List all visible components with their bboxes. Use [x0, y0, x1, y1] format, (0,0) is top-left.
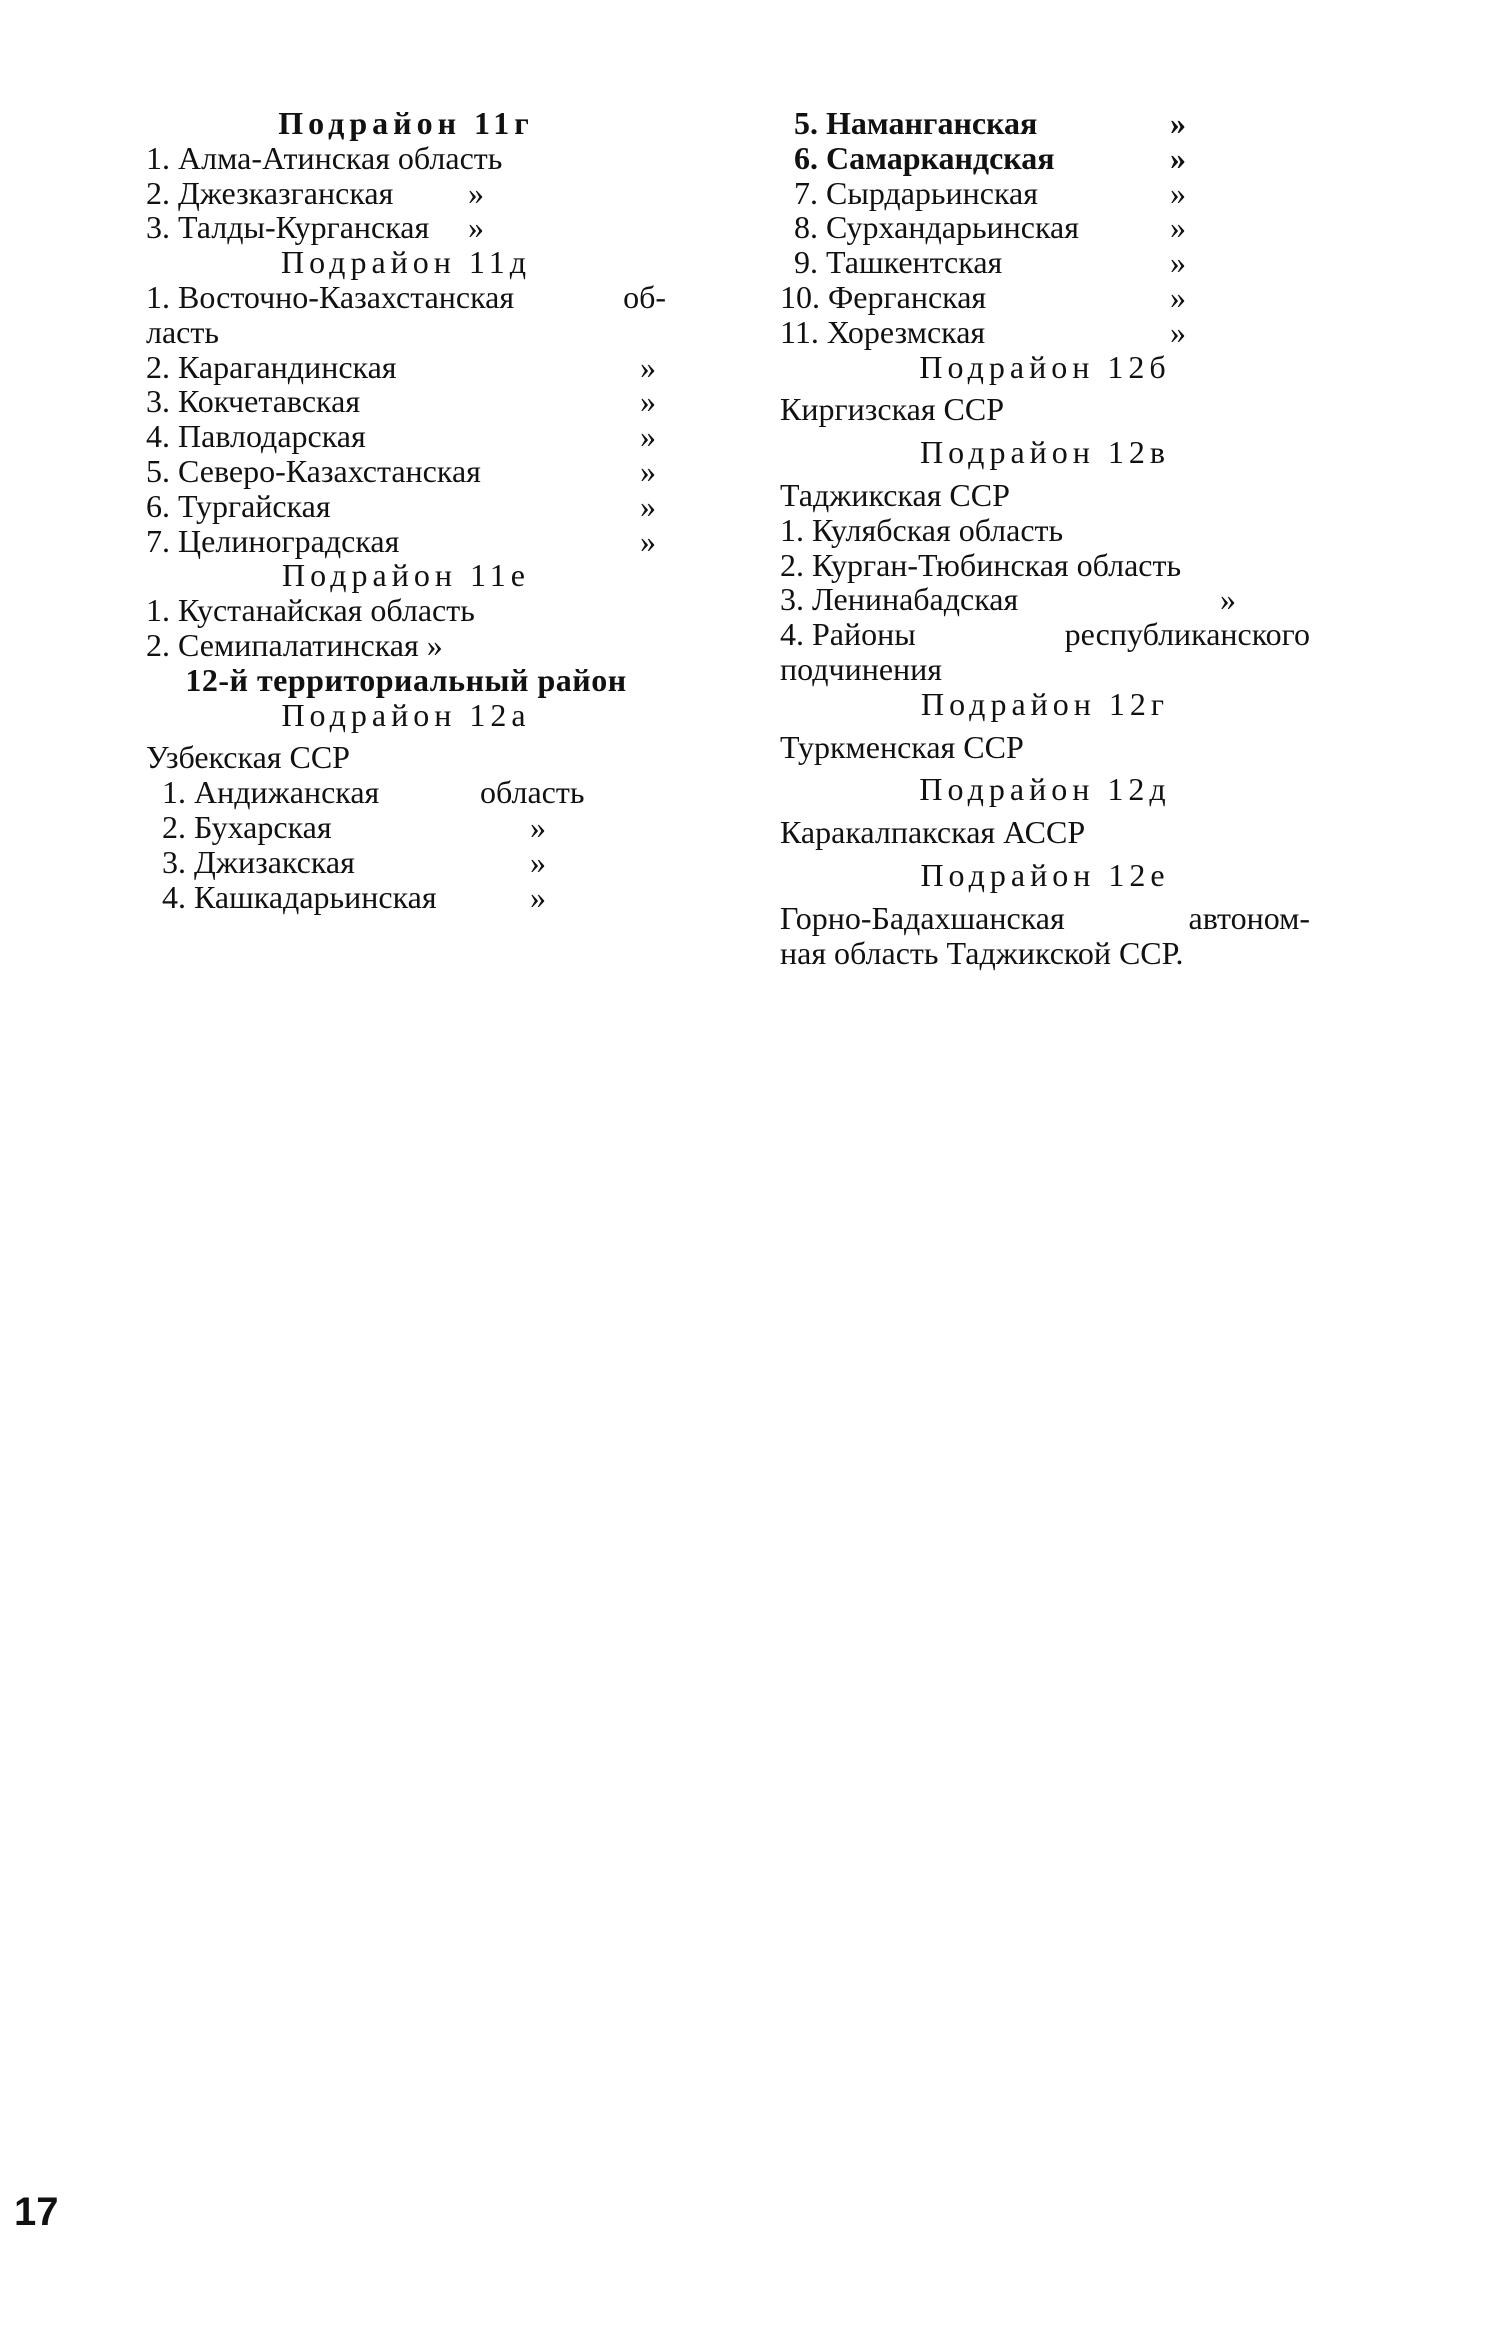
- list-item: 7. Целиноградская »: [146, 522, 656, 559]
- list-item: 4. Районы республиканского: [780, 616, 1310, 653]
- heading-subregion-12v: Подрайон 12в: [919, 434, 1171, 471]
- list-item: 2. Карагандинская »: [146, 348, 656, 385]
- ditto-mark: »: [1170, 105, 1186, 141]
- list-item: 1. Кустанайская область: [146, 592, 475, 629]
- list-item: 2. Курган-Тюбинская область: [780, 546, 1182, 583]
- heading-subregion-12g: Подрайон 12г: [920, 685, 1170, 722]
- ditto-mark: »: [640, 418, 656, 455]
- list-item: 11. Хорезмская »: [780, 313, 1186, 350]
- ditto-mark: »: [468, 174, 484, 211]
- ditto-mark: »: [530, 843, 546, 880]
- list-item: 4. Кашкадарьинская »: [162, 878, 546, 915]
- ditto-mark: »: [1170, 278, 1186, 315]
- list-item: 4. Павлодарская »: [146, 418, 656, 455]
- heading-subregion-11d: Подрайон 11д: [280, 244, 531, 281]
- ditto-mark: »: [640, 522, 656, 559]
- list-item: 1. Андижанская область: [162, 774, 585, 811]
- list-item: 2. Семипалатинская »: [146, 626, 443, 663]
- list-item: 6. Тургайская »: [146, 487, 656, 524]
- page-number: 17: [14, 2190, 59, 2234]
- republic-name: Каракалпакская АССР: [780, 814, 1086, 851]
- list-item: 5. Северо-Казахстанская »: [146, 452, 656, 489]
- list-item: 2. Бухарская »: [162, 808, 546, 845]
- ditto-mark: »: [468, 209, 484, 246]
- list-item: 9. Ташкентская »: [794, 244, 1186, 281]
- heading-subregion-11e: Подрайон 11е: [282, 557, 530, 594]
- list-item: 3. Талды-Курганская »: [146, 209, 484, 246]
- list-item-continuation: подчинения: [780, 650, 942, 687]
- right-column: [780, 106, 1310, 970]
- heading-subregion-12d: Подрайон 12д: [919, 771, 1171, 808]
- republic-name: Киргизская ССР: [780, 391, 1005, 428]
- list-item: 7. Сырдарьинская »: [794, 174, 1186, 211]
- republic-name: Узбекская ССР: [146, 739, 350, 776]
- ditto-mark: »: [530, 878, 546, 915]
- list-item: 3. Кокчетавская »: [146, 383, 656, 420]
- ditto-mark: »: [1170, 139, 1186, 176]
- list-item-suffix: область: [480, 774, 585, 811]
- list-item: 2. Джезказганская »: [146, 174, 484, 211]
- ditto-mark: »: [530, 808, 546, 845]
- republic-name: Таджикская ССР: [780, 476, 1010, 513]
- heading-subregion-12e: Подрайон 12е: [920, 856, 1170, 893]
- heading-subregion-11g: Подрайон 11г: [278, 105, 534, 141]
- list-item: 5. Наманганская »: [794, 105, 1186, 141]
- heading-subregion-12a: Подрайон 12а: [281, 696, 531, 733]
- heading-subregion-12b: Подрайон 12б: [919, 348, 1171, 385]
- heading-territorial-region-12: 12-й территориальный район: [185, 661, 627, 698]
- ditto-mark: »: [640, 348, 656, 385]
- ditto-mark: »: [640, 452, 656, 489]
- ditto-mark: »: [640, 487, 656, 524]
- ditto-mark: »: [1170, 209, 1186, 246]
- ditto-mark: »: [1170, 244, 1186, 281]
- region-name-continuation: ная область Таджикской ССР.: [780, 934, 1184, 971]
- list-item: 3. Ленинабадская »: [780, 581, 1236, 618]
- ditto-mark: »: [1170, 313, 1186, 350]
- region-name: Горно-Бадахшанская автоном-: [780, 899, 1310, 936]
- republic-name: Туркменская ССР: [780, 728, 1024, 765]
- list-item: 8. Сурхандарьинская »: [794, 209, 1186, 246]
- list-item: 6. Самаркандская »: [794, 139, 1186, 176]
- left-column: [146, 106, 666, 914]
- ditto-mark: »: [1170, 174, 1186, 211]
- list-item: 1. Алма-Атинская область: [146, 139, 503, 176]
- list-item: 1. Кулябская область: [780, 511, 1064, 548]
- ditto-mark: »: [640, 383, 656, 420]
- list-item-continuation: ласть: [146, 313, 219, 350]
- ditto-mark: »: [1220, 581, 1236, 618]
- list-item: 10. Ферганская »: [780, 278, 1186, 315]
- list-item: 1. Восточно-Казахстанская об-: [146, 278, 666, 315]
- list-item: 3. Джизакская »: [162, 843, 546, 880]
